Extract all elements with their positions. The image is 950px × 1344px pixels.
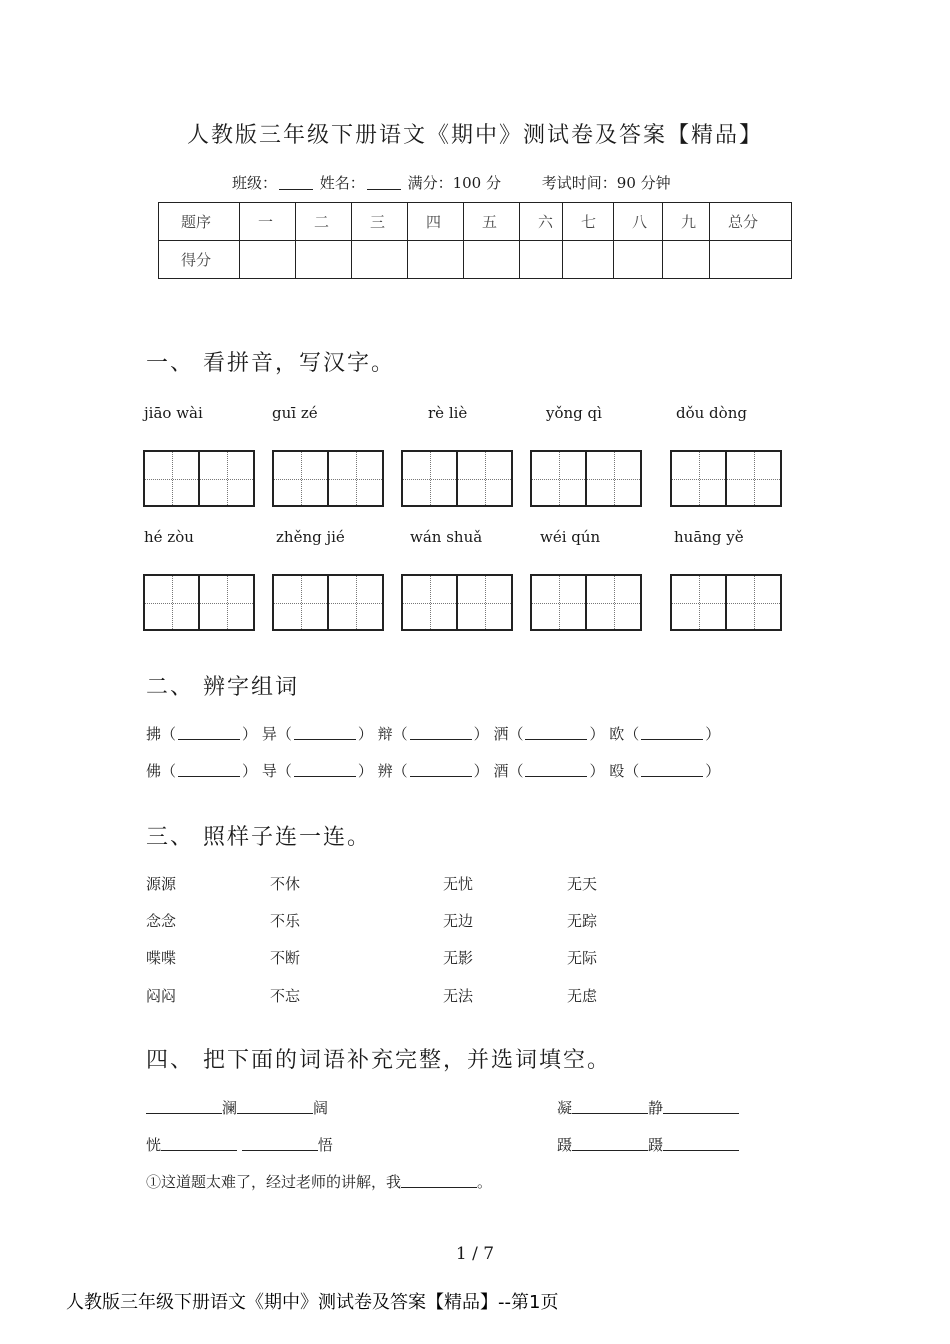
writing-grid[interactable] — [670, 574, 782, 631]
answer-blank[interactable] — [663, 1101, 739, 1114]
answer-blank[interactable] — [161, 1138, 237, 1151]
idiom-fill: 澜 阔 — [146, 1097, 328, 1118]
pinyin-label: dǒu dòng — [676, 404, 747, 422]
answer-blank[interactable] — [294, 764, 356, 777]
score-header-cell: 九 — [663, 203, 710, 241]
score-value-row — [159, 241, 792, 279]
answer-blank[interactable] — [242, 1138, 318, 1151]
score-header-cell: 七 — [563, 203, 614, 241]
score-header-cell: 八 — [614, 203, 663, 241]
score-header-cell: 五 — [464, 203, 520, 241]
score-cell[interactable] — [663, 241, 710, 279]
answer-blank[interactable] — [525, 727, 587, 740]
match-word[interactable]: 无际 — [567, 949, 598, 967]
page-footer: 人教版三年级下册语文《期中》测试卷及答案【精品】--第1页 — [66, 1292, 559, 1313]
writing-grid[interactable] — [530, 450, 642, 507]
score-cell[interactable] — [352, 241, 408, 279]
score-header-cell: 三 — [352, 203, 408, 241]
match-word[interactable]: 念念 — [146, 912, 177, 930]
match-word[interactable]: 闷闷 — [146, 987, 177, 1005]
score-cell[interactable] — [240, 241, 296, 279]
fill-sentence: ①这道题太难了，经过老师的讲解，我 。 — [146, 1173, 493, 1191]
score-cell[interactable] — [563, 241, 614, 279]
match-word[interactable]: 不忘 — [270, 987, 301, 1005]
score-table — [158, 202, 792, 279]
section-2-heading: 二、 辨字组词 — [146, 675, 299, 700]
match-word[interactable]: 不乐 — [270, 912, 301, 930]
score-header-cell: 六 — [520, 203, 563, 241]
pinyin-label: zhěng jié — [276, 528, 345, 546]
match-word[interactable]: 无法 — [443, 987, 474, 1005]
score-cell[interactable] — [464, 241, 520, 279]
answer-blank[interactable] — [178, 727, 240, 740]
score-header-cell: 四 — [408, 203, 464, 241]
answer-blank[interactable] — [663, 1138, 739, 1151]
match-word[interactable]: 无边 — [443, 912, 474, 930]
answer-blank[interactable] — [572, 1138, 648, 1151]
match-word[interactable]: 无忧 — [443, 875, 474, 893]
answer-blank[interactable] — [641, 727, 703, 740]
answer-blank[interactable] — [294, 727, 356, 740]
answer-blank[interactable] — [146, 1101, 222, 1114]
score-header-row — [159, 203, 792, 241]
pinyin-label: jiāo wài — [144, 404, 203, 422]
class-label: 班级： — [232, 174, 278, 192]
score-cell[interactable] — [520, 241, 563, 279]
score-header-cell: 总分 — [710, 203, 792, 241]
writing-grid[interactable] — [401, 450, 513, 507]
match-word[interactable]: 不休 — [270, 875, 301, 893]
word-group-row: 拂（ ） 异（ ） 辩（ ） 洒（ ） 欧（ ） — [146, 725, 721, 743]
match-word[interactable]: 喋喋 — [146, 949, 177, 967]
score-row-label: 得分 — [159, 241, 240, 279]
name-label: 姓名： — [319, 174, 365, 192]
answer-blank[interactable] — [572, 1101, 648, 1114]
match-word[interactable]: 源源 — [146, 875, 177, 893]
answer-blank[interactable] — [237, 1101, 313, 1114]
section-4-heading: 四、 把下面的词语补充完整，并选词填空。 — [146, 1048, 611, 1073]
section-3-heading: 三、 照样子连一连。 — [146, 825, 371, 850]
score-header-cell: 二 — [296, 203, 352, 241]
class-blank[interactable] — [279, 175, 313, 190]
idiom-fill: 蹑 蹑 — [557, 1134, 739, 1155]
word-group-row: 佛（ ） 导（ ） 辨（ ） 酒（ ） 殴（ ） — [146, 762, 721, 780]
writing-grid[interactable] — [143, 574, 255, 631]
pinyin-label: wán shuǎ — [410, 528, 483, 546]
writing-grid[interactable] — [530, 574, 642, 631]
score-header-cell: 一 — [240, 203, 296, 241]
match-word[interactable]: 无影 — [443, 949, 474, 967]
pinyin-label: guī zé — [272, 404, 318, 422]
pinyin-label: wéi qún — [540, 528, 601, 546]
match-word[interactable]: 无天 — [567, 875, 598, 893]
writing-grid[interactable] — [401, 574, 513, 631]
answer-blank[interactable] — [641, 764, 703, 777]
answer-blank[interactable] — [410, 727, 472, 740]
idiom-fill: 凝 静 — [557, 1097, 739, 1118]
pinyin-label: hé zòu — [144, 528, 194, 546]
name-blank[interactable] — [367, 175, 401, 190]
score-header-cell: 题序 — [159, 203, 240, 241]
exam-info — [232, 172, 671, 193]
pinyin-label: rè liè — [428, 404, 468, 422]
pinyin-label: huāng yě — [674, 528, 744, 546]
writing-grid[interactable] — [272, 574, 384, 631]
full-score: 满分：100 分 — [407, 174, 501, 192]
match-word[interactable]: 无踪 — [567, 912, 598, 930]
score-cell[interactable] — [296, 241, 352, 279]
exam-time: 考试时间：90 分钟 — [541, 174, 671, 192]
score-cell[interactable] — [614, 241, 663, 279]
writing-grid[interactable] — [670, 450, 782, 507]
page-title: 人教版三年级下册语文《期中》测试卷及答案【精品】 — [186, 123, 763, 148]
pinyin-label: yǒng qì — [546, 404, 602, 422]
score-cell[interactable] — [408, 241, 464, 279]
section-1-heading: 一、 看拼音，写汉字。 — [146, 351, 395, 376]
score-cell[interactable] — [710, 241, 792, 279]
page-number: 1 / 7 — [455, 1244, 495, 1264]
answer-blank[interactable] — [525, 764, 587, 777]
answer-blank[interactable] — [401, 1175, 477, 1188]
writing-grid[interactable] — [143, 450, 255, 507]
answer-blank[interactable] — [178, 764, 240, 777]
answer-blank[interactable] — [410, 764, 472, 777]
writing-grid[interactable] — [272, 450, 384, 507]
match-word[interactable]: 无虑 — [567, 987, 598, 1005]
match-word[interactable]: 不断 — [270, 949, 301, 967]
idiom-fill: 恍 悟 — [146, 1136, 333, 1154]
